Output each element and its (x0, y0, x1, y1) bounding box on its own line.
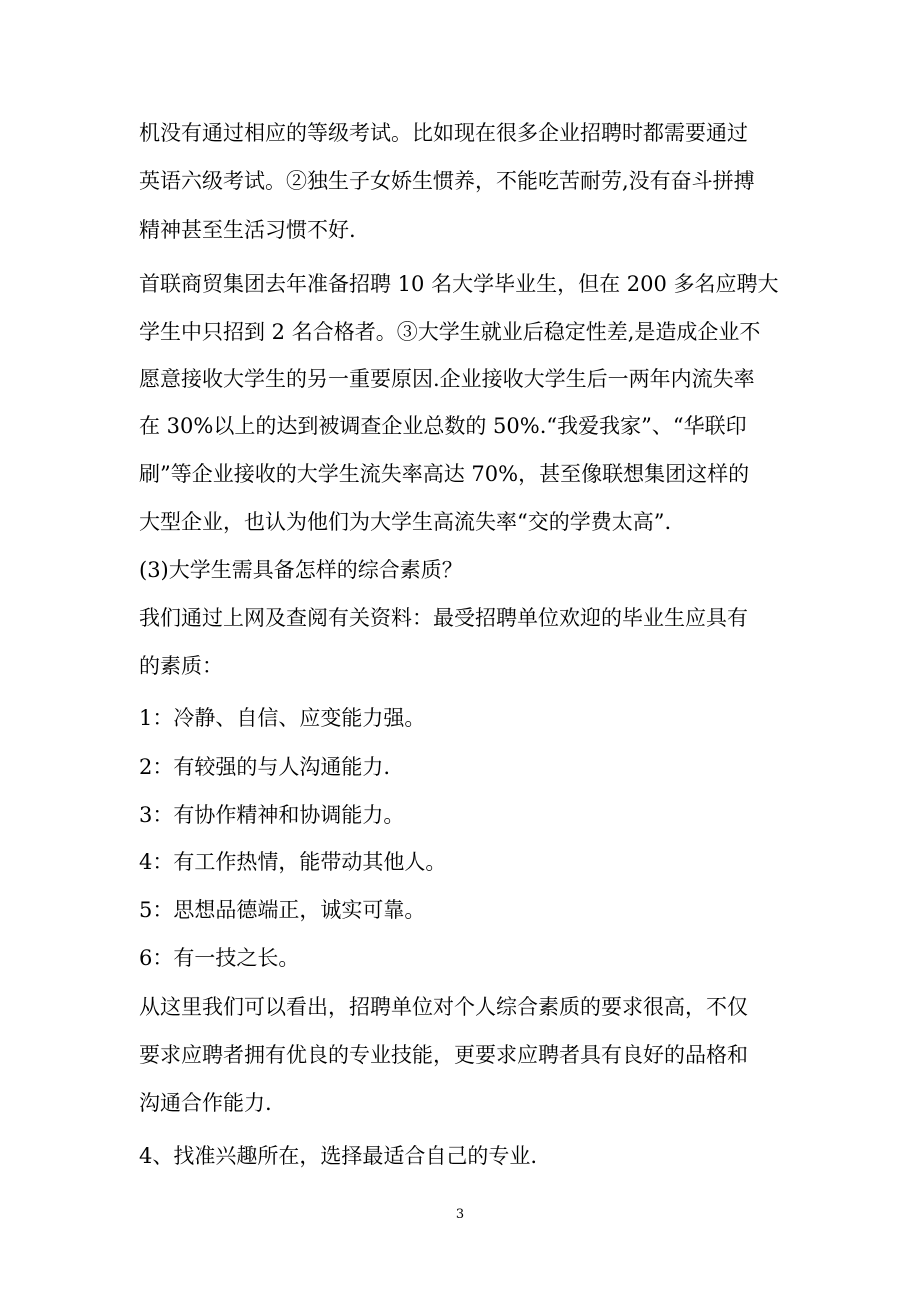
list-item: 2：有较强的与人沟通能力. (139, 755, 391, 779)
list-item: 6：有一技之长。 (139, 946, 300, 970)
section-heading: (3)大学生需具备怎样的综合素质？ (139, 558, 463, 582)
section-heading: 4、找准兴趣所在，选择最适合自己的专业. (139, 1144, 538, 1168)
list-item: 1：冷静、自信、应变能力强。 (139, 706, 426, 730)
list-item: 3：有协作精神和协调能力。 (139, 803, 405, 827)
page-number: 3 (455, 1207, 465, 1222)
text-line: 的素质： (139, 654, 223, 678)
text-line: 英语六级考试。②独生子女娇生惯养，不能吃苦耐劳,没有奋斗拼搏 (139, 169, 755, 193)
text-line: 刷”等企业接收的大学生流失率高达 70%，甚至像联想集团这样的 (139, 462, 750, 486)
list-item: 4：有工作热情，能带动其他人。 (139, 850, 447, 874)
text-line: 从这里我们可以看出，招聘单位对个人综合素质的要求很高，不仅 (139, 995, 748, 1019)
text-line: 精神甚至生活习惯不好. (139, 218, 356, 242)
text-line: 要求应聘者拥有优良的专业技能，更要求应聘者具有良好的品格和 (139, 1043, 748, 1067)
text-line: 首联商贸集团去年准备招聘 10 名大学毕业生，但在 200 多名应聘大 (139, 272, 779, 296)
text-line: 机没有通过相应的等级考试。比如现在很多企业招聘时都需要通过 (139, 121, 748, 145)
text-line: 沟通合作能力. (139, 1091, 272, 1115)
text-line: 学生中只招到 2 名合格者。③大学生就业后稳定性差,是造成企业不 (139, 320, 761, 344)
text-line: 我们通过上网及查阅有关资料：最受招聘单位欢迎的毕业生应具有 (139, 606, 748, 630)
text-line: 在 30%以上的达到被调查企业总数的 50%.“我爱我家”、“华联印 (139, 414, 747, 438)
list-item: 5：思想品德端正，诚实可靠。 (139, 898, 426, 922)
text-line: 愿意接收大学生的另一重要原因.企业接收大学生后一两年内流失率 (139, 367, 755, 391)
text-line: 大型企业，也认为他们为大学生高流失率“交的学费太高”. (139, 510, 672, 534)
